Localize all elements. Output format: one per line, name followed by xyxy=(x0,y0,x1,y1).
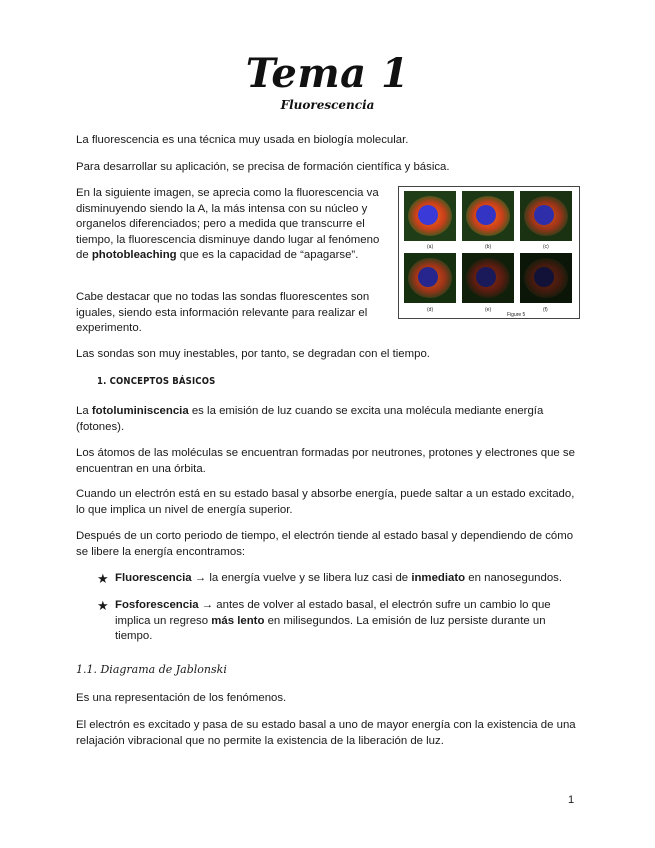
figure-caption: Figure 5 xyxy=(507,312,526,318)
panel-label-b: (b) xyxy=(485,244,492,250)
star-bullet-icon: ★ xyxy=(97,571,109,586)
panel-label-a: (a) xyxy=(427,244,434,250)
subsection-heading: 1.1. Diagrama de Jablonski xyxy=(76,663,227,676)
panel-label-c: (c) xyxy=(543,244,549,250)
s1p1-text-b: es la emisión de luz cuando se excita una molécula mediante energía (fotones). xyxy=(76,405,544,433)
intro-paragraph-4: Cabe destacar que no todas las sondas fluorescentes son iguales, siendo esta información relevante para realizar el experimento. xyxy=(76,291,370,334)
fluorescence-figure xyxy=(398,186,580,319)
bullet-2-text-b: en milisegundos. La emisión de luz persiste durante un tiempo. xyxy=(115,614,546,642)
page-subtitle: Fluorescencia xyxy=(280,98,375,112)
section-heading: 1. CONCEPTOS BÁSICOS xyxy=(97,376,216,387)
panel-f xyxy=(520,253,572,303)
bullet-1-text-b: en nanosegundos. xyxy=(465,572,563,584)
panel-e xyxy=(462,253,514,303)
bullet-2-term: Fosforescencia xyxy=(115,599,199,611)
photobleaching-term: photobleaching xyxy=(91,249,177,261)
fotoluminiscencia-term: fotoluminiscencia xyxy=(91,405,189,417)
panel-a xyxy=(404,191,456,241)
s1p1-text-a: La xyxy=(76,405,92,417)
bullet-1-text-a: → la energía vuelve y se libera luz casi de xyxy=(191,572,412,584)
section-paragraph-2: Los átomos de las moléculas se encuentran formadas por neutrones, protones y electrones que se encuentran en una órbita. xyxy=(76,447,575,475)
panel-label-e: (e) xyxy=(485,307,492,313)
section-paragraph-1 xyxy=(76,404,581,435)
subsection-paragraph-2: El electrón es excitado y pasa de su estado basal a uno de mayor energía con la existencia de una relajación vibracional que no permite la existencia de la liberación de luz. xyxy=(76,719,576,747)
panel-c xyxy=(520,191,572,241)
fluorescence-figure-image xyxy=(399,187,579,318)
intro-paragraph-5: Las sondas son muy inestables, por tanto, se degradan con el tiempo. xyxy=(76,348,430,360)
intro-paragraph-2: Para desarrollar su aplicación, se precisa de formación científica y básica. xyxy=(76,161,450,173)
p3-text-a: En la siguiente imagen, se aprecia como la fluorescencia va disminuyendo siendo la A, la más intensa con su núcleo y organelos diferenciados; pero a medida que transcurre el tiempo, la fluorescencia disminuye dando lugar al fenómeno de xyxy=(76,187,380,261)
star-bullet-icon: ★ xyxy=(97,598,109,613)
bullet-1-term: Fluorescencia xyxy=(115,572,192,584)
bullet-fluorescencia xyxy=(115,571,580,587)
panel-b xyxy=(462,191,514,241)
section-paragraph-3: Cuando un electrón está en su estado basal y absorbe energía, puede saltar a un estado excitado, lo que implica un nivel de energía superior. xyxy=(76,488,575,516)
bullet-fosforescencia xyxy=(115,598,580,645)
panel-label-f: (f) xyxy=(543,307,548,313)
bullet-2-text-a: → antes de volver al estado basal, el electrón sufre un cambio lo que implica un regreso xyxy=(115,599,551,627)
intro-paragraph-3 xyxy=(76,186,386,264)
intro-paragraph-1: La fluorescencia es una técnica muy usada en biología molecular. xyxy=(76,134,409,146)
panel-label-d: (d) xyxy=(427,307,434,313)
panel-d xyxy=(404,253,456,303)
page-number: 1 xyxy=(568,794,575,806)
p3-text-b: que es la capacidad de “apagarse”. xyxy=(176,249,359,261)
section-paragraph-4: Después de un corto periodo de tiempo, el electrón tiende al estado basal y dependiendo de cómo se libere la energía encontramos: xyxy=(76,530,574,558)
subsection-paragraph-1: Es una representación de los fenómenos. xyxy=(76,692,287,704)
page-title: Tema 1 xyxy=(245,50,410,97)
bullet-1-emphasis: inmediato xyxy=(411,572,466,584)
bullet-2-emphasis: más lento xyxy=(211,614,265,627)
